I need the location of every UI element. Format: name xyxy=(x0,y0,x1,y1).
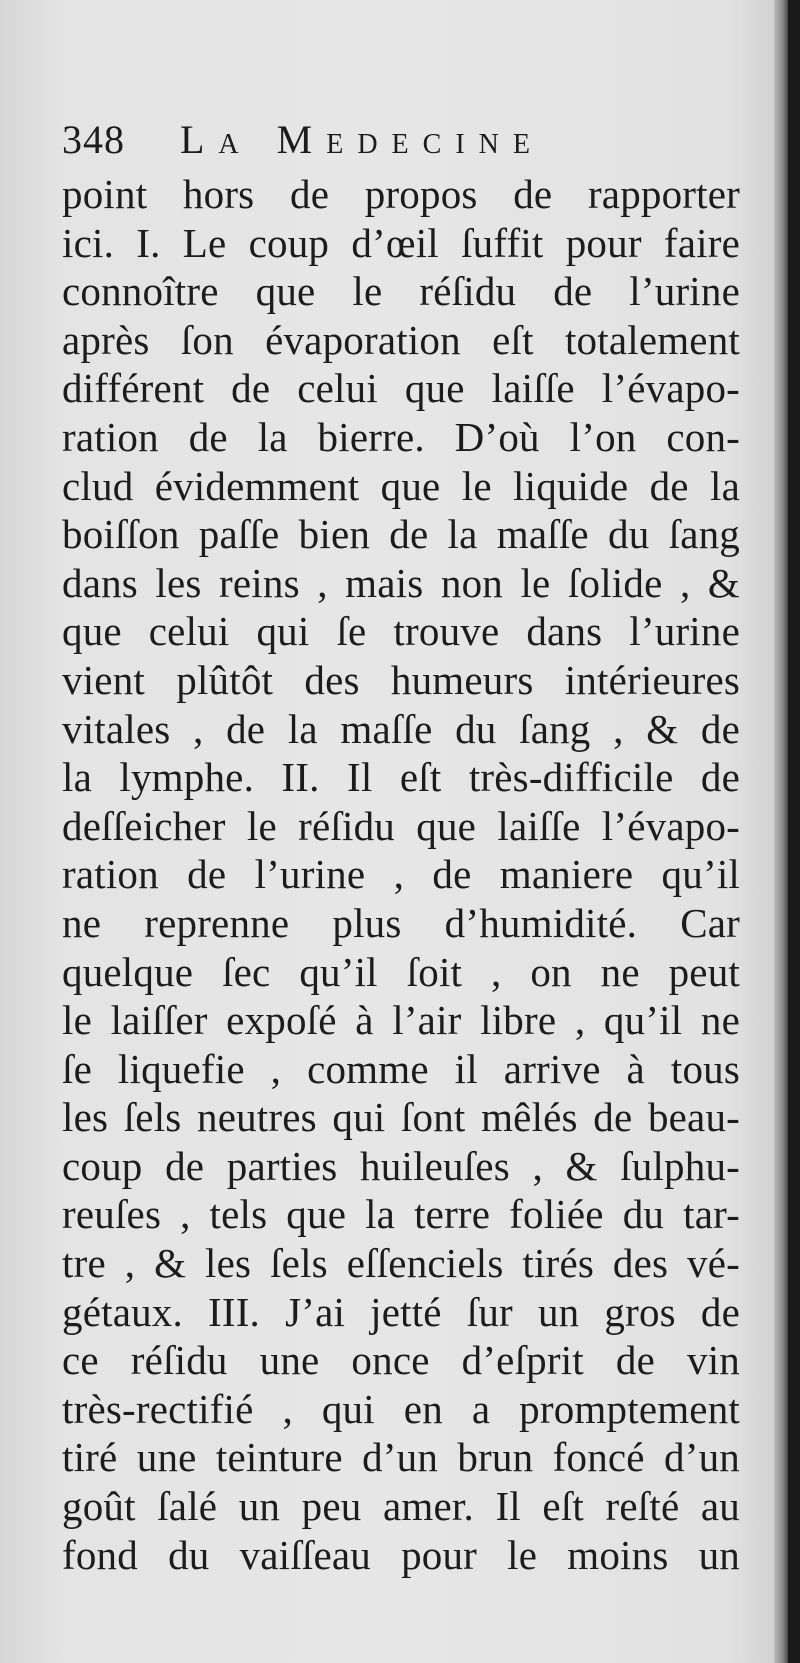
text-line: ration de la bierre. D’où l’on con- xyxy=(62,413,740,460)
text-line: vient plûtôt des humeurs intérieures xyxy=(62,656,740,703)
text-line: le laiſſer expoſé à l’air libre , qu’il ne xyxy=(62,997,740,1044)
text-line: tre , & les ſels eſſenciels tirés des vé- xyxy=(62,1240,740,1287)
text-line: goût ſalé un peu amer. Il eſt reſté au xyxy=(62,1483,740,1530)
page-text xyxy=(62,116,740,1579)
text-line: coup de parties huileuſes , & ſulphu- xyxy=(62,1142,740,1189)
text-line: très-rectifié , qui en a promptement xyxy=(62,1385,740,1432)
running-head xyxy=(62,116,740,170)
text-line: connoître que le réſidu de l’urine xyxy=(62,268,740,315)
text-line: reuſes , tels que la terre foliée du tar- xyxy=(62,1191,740,1238)
page-number: 348 xyxy=(62,117,125,162)
text-line: différent de celui que laiſſe l’évapo- xyxy=(62,365,740,412)
page-edge-shadow xyxy=(774,0,788,1663)
text-line: tiré une teinture d’un brun foncé d’un xyxy=(62,1434,740,1481)
text-line: gétaux. III. J’ai jetté ſur un gros de xyxy=(62,1288,740,1335)
text-line: après ſon évaporation eſt totalement xyxy=(62,316,740,363)
text-line: ſe liquefie , comme il arrive à tous xyxy=(62,1045,740,1092)
text-line: deſſeicher le réſidu que laiſſe l’évapo- xyxy=(62,802,740,849)
text-line: la lymphe. II. Il eſt très-difficile de xyxy=(62,754,740,801)
text-line: vitales , de la maſſe du ſang , & de xyxy=(62,705,740,752)
text-line: fond du vaiſſeau pour le moins un xyxy=(62,1531,740,1578)
text-line: ce réſidu une once d’eſprit de vin xyxy=(62,1337,740,1384)
text-line: ici. I. Le coup d’œil ſuffit pour faire xyxy=(62,219,740,266)
text-line: ne reprenne plus d’humidité. Car xyxy=(62,899,740,946)
text-line: point hors de propos de rapporter xyxy=(62,171,740,217)
body-text xyxy=(62,170,740,1579)
text-line: que celui qui ſe trouve dans l’urine xyxy=(62,608,740,655)
text-line: clud évidemment que le liquide de la xyxy=(62,462,740,509)
text-line: les ſels neutres qui ſont mêlés de beau- xyxy=(62,1094,740,1141)
text-line: boiſſon paſſe bien de la maſſe du ſang xyxy=(62,511,740,558)
text-line: quelque ſec qu’il ſoit , on ne peut xyxy=(62,948,740,995)
text-line: ration de l’urine , de maniere qu’il xyxy=(62,851,740,898)
running-title: La Medecine xyxy=(180,117,544,162)
text-line: dans les reins , mais non le ſolide , & xyxy=(62,559,740,606)
